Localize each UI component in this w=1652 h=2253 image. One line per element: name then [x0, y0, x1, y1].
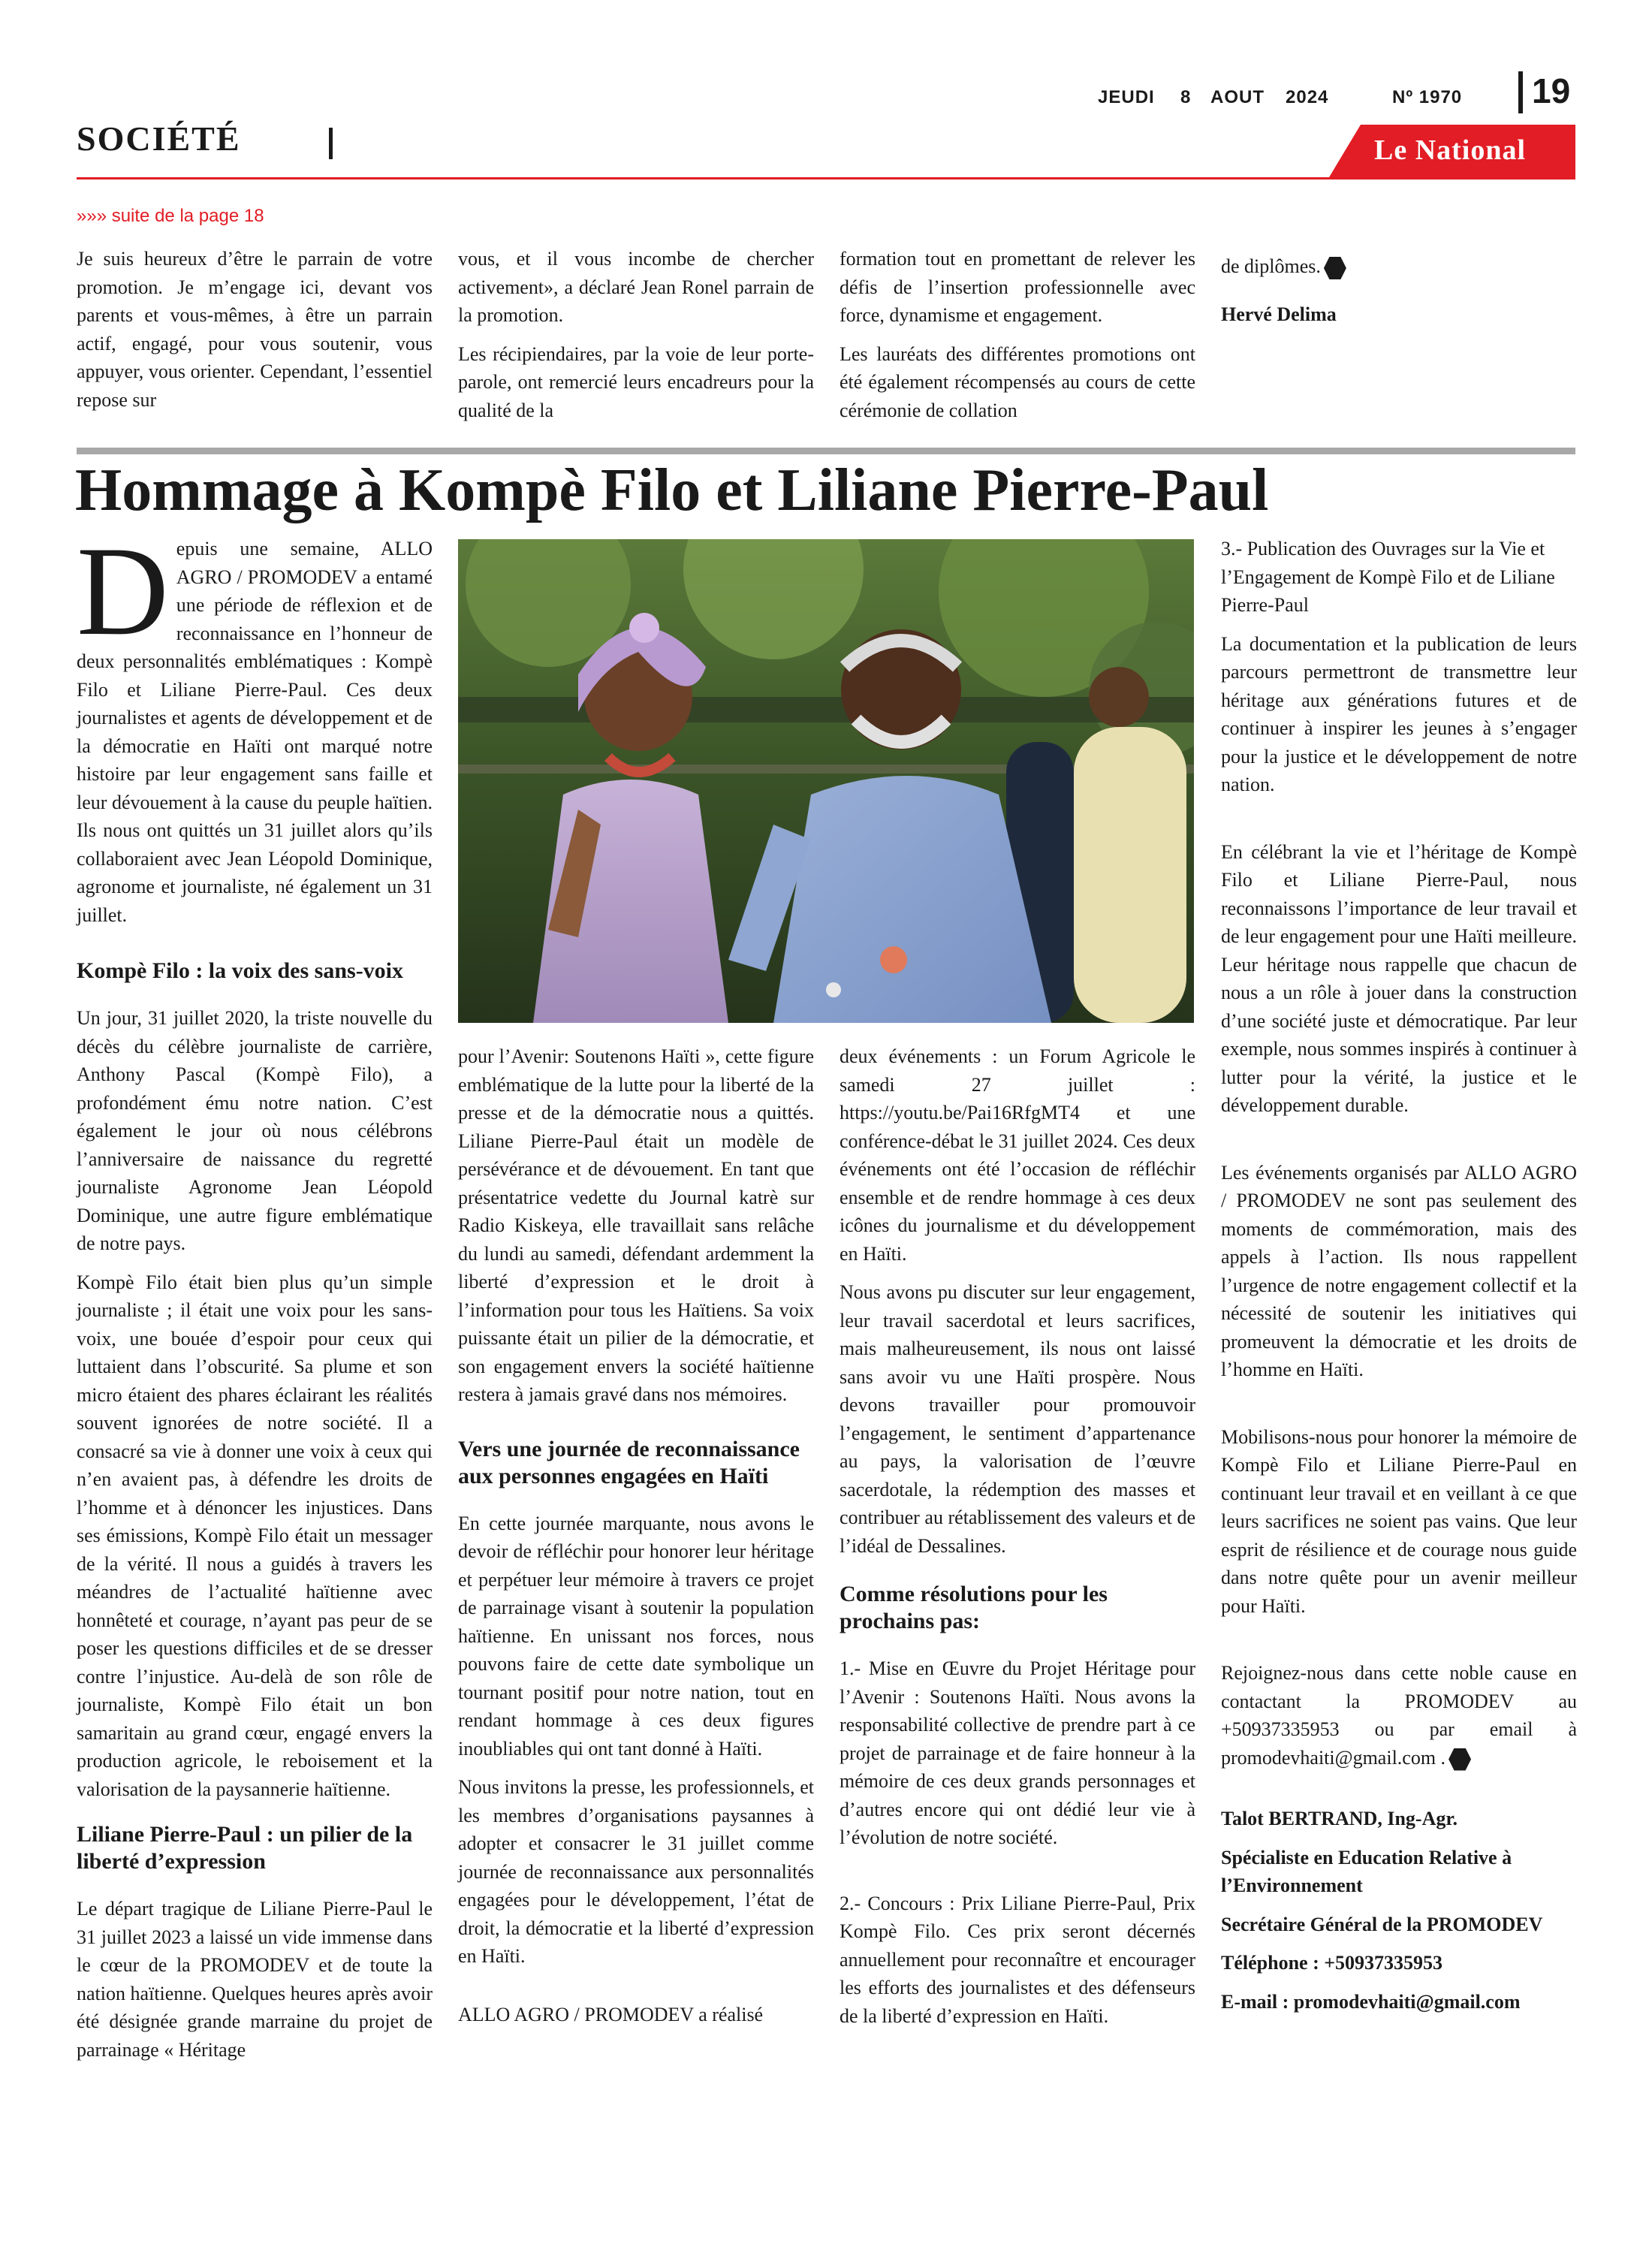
issue-day: JEUDI — [1098, 87, 1155, 107]
paragraph: Les événements organisés par ALLO AGRO / PROMODEV ne sont pas seulement des moments de commémoration, mais des appels à l’action. Ils nous rappellent l’urgence de notre engagement collectif et la nécessité de soutenir les initiatives qui promeuvent la démocratie et les droits de l’homme en Haïti. — [1221, 1161, 1577, 1380]
paragraph: vous, et il vous incombe de chercher activement», a déclaré Jean Ronel parrain de la promotion. — [458, 248, 814, 326]
resolution-3: 3.- Publication des Ouvrages sur la Vie et l’Engagement de Kompè Filo et de Liliane Pierre-Paul — [1221, 538, 1555, 616]
article-col-3 — [840, 1042, 1195, 2040]
end-mark-icon — [1324, 257, 1346, 279]
drop-cap: D — [77, 520, 169, 662]
paragraph: Je suis heureux d’être le parrain de votre promotion. Je m’engage ici, devant vos parents et vous-mêmes, à être un parrain actif, engagé, pour vous soutenir, vous appuyer, vous orienter. Cependant, l’essentiel repose sur — [77, 248, 433, 411]
signature-email[interactable]: E-mail : promodevhaiti@gmail.com — [1221, 1990, 1521, 2013]
article-photo — [458, 539, 1194, 1023]
subheading-liliane: Liliane Pierre-Paul : un pilier de la liberté d’expression — [77, 1822, 413, 1874]
paragraph: Nous invitons la presse, les professionnels, et les membres d’organisations paysannes à adopter et consacrer le 31 juillet comme journée de reconnaissance aux personnalités engagées pour le développement, l’état de droit, la démocratie et la liberté d’expression en Haïti. — [458, 1776, 814, 1967]
signature-title: Spécialiste en Education Relative à l’Environnement — [1221, 1846, 1512, 1896]
issue-number: Nº 1970 — [1392, 87, 1463, 107]
paragraph: Kompè Filo était bien plus qu’un simple journaliste ; il était une voix pour les sans-voix, une bouée d’espoir pour ceux qui luttaient dans l’obscurité. Sa plume et son micro étaient des phares éclairant les réalités souvent ignorées de notre société. Il a consacré sa vie à donner une voix à ceux qui n’en avaient pas, à défendre les droits de l’homme et à dénoncer les injustices. Dans ses émissions, Kompè Filo était un messager de la vérité. Il nous a guidés à travers les méandres de l’actualité haïtienne avec honnêteté et courage, n’ayant pas peur de se poser les questions difficiles et de se dresser contre l’injustice. Au-delà de son rôle de journaliste, Kompè Filo était un bon samaritain au grand cœur, engagé envers la production agricole, le reboisement et la valorisation de la paysannerie haïtienne. — [77, 1271, 433, 1800]
paragraph: Un jour, 31 juillet 2020, la triste nouvelle du décès du célèbre journaliste de carrière, Anthony Pascal (Kompè Filo), a profondément ému notre nation. C’est également le jour où nous célébrons l’anniversaire de naissance du regretté journaliste Agronome Jean Léopold Dominique, une autre figure emblématique de notre pays. — [77, 1007, 433, 1254]
paragraph: ALLO AGRO / PROMODEV a réalisé — [458, 2003, 764, 2025]
prev-article-col-1 — [77, 245, 433, 424]
contact-paragraph — [1221, 1659, 1577, 1772]
paragraph — [1221, 252, 1577, 281]
section-divider — [329, 128, 333, 159]
page-number-divider — [1518, 71, 1523, 113]
signature-name: Talot BERTRAND, Ing-Agr. — [1221, 1808, 1458, 1829]
paragraph: En cette journée marquante, nous avons le devoir de réfléchir pour honorer leur héritage et perpétuer leur mémoire à travers ce projet de parrainage visant à soutenir la population haïtienne. En unissant nos forces, nous pouvons faire de cette date symbolique un tournant positif pour notre nation, tout en rendant hommage à ces deux figures inoubliables qui ont tant donné à Haïti. — [458, 1512, 814, 1760]
closing-text: de diplômes. — [1221, 255, 1321, 277]
paragraph: Les lauréats des différentes promotions ont été également récompensés au cours de cette cérémonie de collation — [840, 342, 1195, 421]
article-col-4 — [1221, 535, 1577, 2026]
signature-role: Secrétaire Général de la PROMODEV — [1221, 1913, 1543, 1935]
subheading-journee: Vers une journée de reconnaissance aux personnes engagées en Haïti — [458, 1436, 800, 1488]
article-col-1 — [77, 520, 433, 2074]
prev-article-col-3 — [840, 245, 1195, 435]
issue-date-day: 8 — [1180, 87, 1192, 107]
end-mark-icon — [1449, 1748, 1471, 1771]
paragraph: En célébrant la vie et l’héritage de Kompè Filo et Liliane Pierre-Paul, nous reconnaissons l’importance de leur travail et de leur engagement pour une Haïti meilleure. Leur héritage nous rappelle que chacun de nous a un rôle à jouer dans la construction d’une société juste et démocratique. Par leur exemple, nous sommes inspirés à continuer à lutter pour la vérité, la justice et le développement durable. — [1221, 840, 1577, 1116]
paragraph: Le départ tragique de Liliane Pierre-Paul le 31 juillet 2023 a laissé un vide immense dans le cœur de la PROMODEV et de toute la nation haïtienne. Quelques heures après avoir été désignée grande marraine du projet de parrainage « Héritage — [77, 1898, 433, 2061]
issue-year: 2024 — [1286, 87, 1329, 107]
resolution-1: 1.- Mise en Œuvre du Projet Héritage pour l’Avenir : Soutenons Haïti. Nous avons la responsabilité collective de prendre part à ce projet de parrainage et de faire honneur à la mémoire de ces deux grands personnages et d’autres encore qui ont dédié leur vie à l’évolution de notre société. — [840, 1657, 1195, 1848]
paragraph: pour l’Avenir: Soutenons Haïti », cette figure emblématique de la lutte pour la liberté de la presse et de la démocratie nous a quittés. Liliane Pierre-Paul était un modèle de persévérance et de dévouement. En tant que présentatrice vedette du Journal katrè sur Radio Kiskeya, elle travaillait sans relâche du lundi au samedi, défendant ardemment la liberté d’expression et le droit à l’information pour tous les Haïtiens. Sa voix puissante était un pilier de la démocratie, et son engagement envers la société haïtienne restera à jamais gravé dans nos mémoires. — [458, 1045, 814, 1405]
section-title: SOCIÉTÉ — [77, 119, 241, 158]
issue-meta — [1098, 81, 1473, 111]
subheading-kompe-filo: Kompè Filo : la voix des sans-voix — [77, 958, 404, 983]
paragraph: Les récipiendaires, par la voie de leur porte-parole, ont remercié leurs encadreurs pour la qualité de la — [458, 342, 814, 421]
paragraph: deux événements : un Forum Agricole le samedi 27 juillet : https://youtu.be/Pai16RfgMT4 et une conférence-débat le 31 juillet 2024. Ces deux événements ont été l’occasion de réfléchir ensemble et de rendre hommage à ces deux icônes du journalisme et du développement en Haïti. — [840, 1045, 1195, 1265]
prev-article-author: Hervé Delima — [1221, 303, 1337, 325]
brand-label: Le National — [1374, 134, 1527, 166]
photo-illustration — [458, 539, 1194, 1023]
header-rule — [77, 177, 1575, 179]
intro-paragraph — [77, 520, 433, 929]
article-headline: Hommage à Kompè Filo et Liliane Pierre-Paul — [75, 457, 1269, 523]
prev-article-col-4 — [1221, 252, 1577, 339]
prev-article-col-2 — [458, 245, 814, 435]
subheading-resolutions: Comme résolutions pour les prochains pas: — [840, 1582, 1108, 1633]
resolution-2: 2.- Concours : Prix Liliane Pierre-Paul, Prix Kompè Filo. Ces prix seront décernés annuellement pour reconnaître et encourager les efforts des journalistes et des défenseurs de la liberté d’expression en Haïti. — [840, 1892, 1195, 2027]
page-number: 19 — [1532, 71, 1571, 110]
continued-note[interactable]: »»» suite de la page 18 — [77, 206, 264, 226]
paragraph: La documentation et la publication de leurs parcours permettront de transmettre leur héritage aux générations futures et de continuer à inspirer les jeunes à s’engager pour la justice et le développement de notre nation. — [1221, 632, 1577, 795]
contact-text: Rejoignez-nous dans cette noble cause en contactant la PROMODEV au +50937335953 ou par email à promodevhaiti@gmail.com . — [1221, 1662, 1577, 1769]
paragraph: Nous avons pu discuter sur leur engagement, leur travail sacerdotal et leurs sacrifices, mais malheureusement, ils nous ont laissé sans avoir vu une Haïti prospère. Nous devons travailler pour promouvoir l’engagement, le sentiment d’appartenance au pays, la valorisation de l’œuvre sacerdotale, la rédemption des masses et contribuer au rétablissement des valeurs et de l’idéal de Dessalines. — [840, 1281, 1195, 1557]
paragraph: formation tout en promettant de relever les défis de l’insertion professionnelle avec force, dynamisme et engagement. — [840, 248, 1195, 326]
article-col-2 — [458, 1042, 814, 2039]
issue-month: AOUT — [1210, 87, 1265, 107]
intro-text: epuis une semaine, ALLO AGRO / PROMODEV a entamé une période de réflexion et de reconnaissance en l’honneur de deux personnalités emblématiques : Kompè Filo et Liliane Pierre-Paul. Ces deux journalistes et agents de développement et de la démocratie en Haïti ont marqué notre histoire par leur engagement sans faille et leur dévouement à la cause du peuple haïtien. Ils nous ont quittés un 31 juillet alors qu’ils collaboraient avec Jean Léopold Dominique, agronome et journaliste, né également un 31 juillet. — [77, 538, 433, 926]
signature-phone: Téléphone : +50937335953 — [1221, 1952, 1443, 1974]
article-divider — [77, 448, 1575, 454]
paragraph: Mobilisons-nous pour honorer la mémoire de Kompè Filo et Liliane Pierre-Paul en continuant leur travail et en veillant à ce que leurs sacrifices ne soient pas vains. Que leur esprit de résilience et de courage nous guide dans notre quête pour un avenir meilleur pour Haïti. — [1221, 1425, 1577, 1617]
